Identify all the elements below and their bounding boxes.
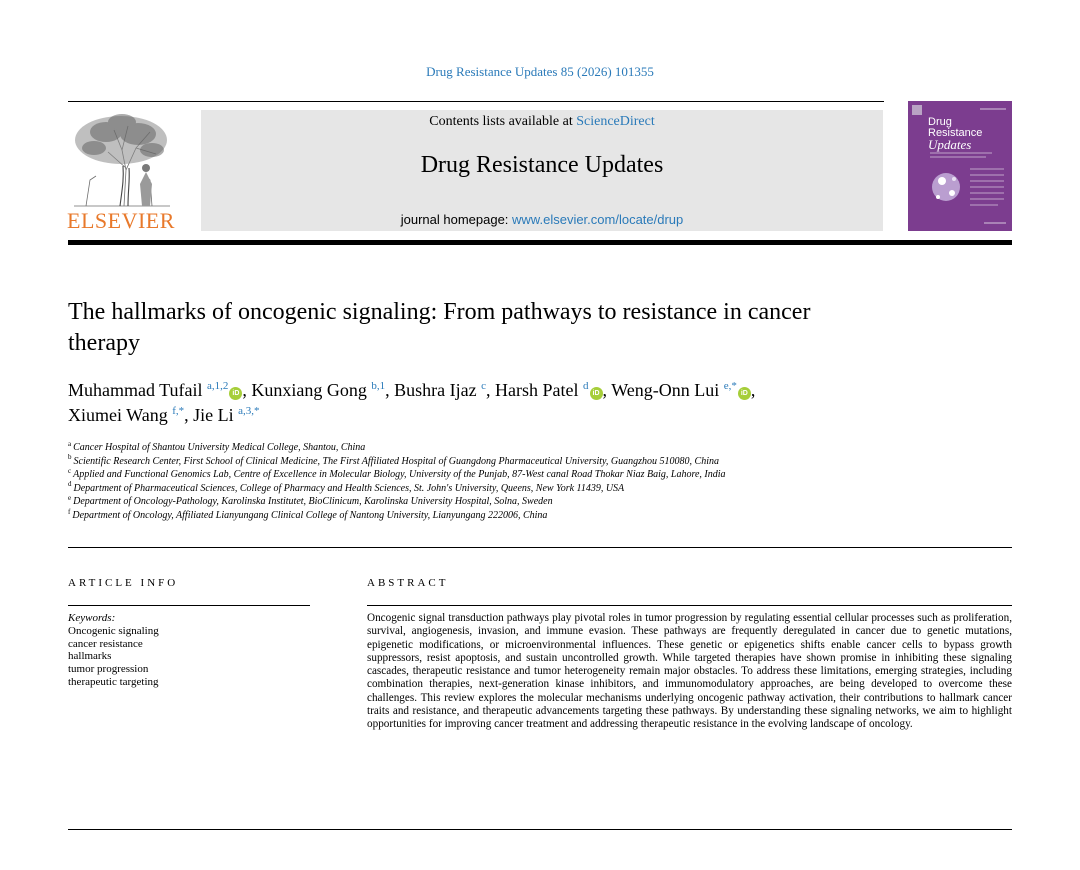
journal-name: Drug Resistance Updates (420, 152, 664, 178)
affiliation-marker: f (68, 507, 71, 516)
keyword-item: hallmarks (68, 650, 112, 663)
author-separator: , (242, 380, 252, 400)
journal-citation-link[interactable]: Drug Resistance Updates 85 (2026) 101355 (426, 64, 654, 79)
author-name[interactable]: Weng-Onn Lui (611, 380, 720, 400)
affiliation-text: Cancer Hospital of Shantou University Medical College, Shantou, China (73, 442, 366, 453)
sciencedirect-link[interactable]: ScienceDirect (576, 114, 655, 129)
affiliation-item (68, 468, 1008, 482)
abstract-heading: ABSTRACT (367, 577, 449, 589)
contents-prefix: Contents lists available at (429, 114, 577, 129)
affiliation-item (68, 455, 1008, 469)
keyword-item: tumor progression (68, 663, 149, 676)
cover-art-icon (908, 101, 1012, 231)
abstract-text: Oncogenic signal transduction pathways play pivotal roles in tumor progression by regulating essential cellular processes such as proliferation, survival, angiogenesis, invasion, and immune evasion. These pathways are frequently deregulated in cancer due to genetic mutations, epigenetic modifications, or microenvironmental influences. These genetic or epigenetics shifts enable cancer cells to bypass growth suppressors, resist apoptosis, and sustain uncontrolled growth. While targeted therapies have shown promise in inhibiting these signaling cascades, therapeutic resistance and tumor heterogeneity remain major obstacles. To address these limitations, emerging strategies, including combination therapies, next-generation kinase inhibitors, and immunomodulatory approaches, are being developed to overcome these challenges. This review explores the molecular mechanisms underlying oncogenic pathway activation, their contributions to hallmark cancer traits and resistance, and therapeutic advancements targeting these pathways. By understanding these signaling networks, we aim to highlight opportunities for improving cancer treatment and addressing therapeutic resistance in the evolving landscape of oncology. (367, 612, 1012, 731)
affiliation-text: Department of Oncology-Pathology, Karolinska Institutet, BioClinicum, Karolinska University Hospital, Solna, Sweden (73, 496, 553, 508)
keyword-item: Oncogenic signaling (68, 624, 159, 637)
elsevier-wordmark: ELSEVIER (67, 208, 175, 233)
affiliation-text: Applied and Functional Genomics Lab, Centre of Excellence in Molecular Biology, University of the Punjab, 87-West canal Road Thokar Niaz Baig, Lahore, India (73, 469, 726, 481)
header-top-rule (68, 101, 884, 102)
author-list (68, 378, 1008, 428)
homepage-line (201, 212, 883, 227)
article-info-heading: ARTICLE INFO (68, 577, 179, 589)
elsevier-logo[interactable] (66, 110, 176, 232)
keyword-item: therapeutic targeting (68, 675, 159, 688)
homepage-prefix: journal homepage: (400, 212, 513, 227)
affiliation-item (68, 482, 1008, 496)
affiliation-text: Department of Pharmaceutical Sciences, College of Pharmacy and Health Sciences, St. John's University, Queens, New York 11439, USA (73, 482, 625, 494)
affiliation-list (68, 441, 1008, 523)
affiliation-item (68, 495, 1008, 509)
affiliation-marker: d (68, 480, 72, 489)
affiliation-marker: e (68, 494, 72, 503)
cover-title-line3: Updates (928, 137, 972, 152)
affiliation-marker: c (68, 466, 72, 475)
keywords-label: Keywords: (68, 612, 116, 624)
author-separator: , (750, 380, 756, 400)
author-name[interactable]: Bushra Ijaz (394, 380, 477, 400)
author-affiliation-marker[interactable]: a,1,2 (207, 380, 229, 392)
orcid-icon[interactable]: iD (738, 387, 751, 400)
abstract-rule (367, 605, 1012, 606)
affiliation-marker: b (68, 453, 72, 462)
author-name[interactable]: Jie Li (193, 405, 234, 425)
header-thick-rule (68, 240, 1012, 245)
author-name[interactable]: Kunxiang Gong (251, 380, 367, 400)
article-info-rule (68, 605, 310, 606)
orcid-icon[interactable]: iD (590, 387, 603, 400)
section-rule (68, 547, 1012, 548)
cover-title-line2: Resistance (928, 127, 983, 139)
author-affiliation-marker[interactable]: e,* (723, 380, 737, 392)
cover-title-line1: Drug (928, 116, 952, 128)
author-affiliation-marker[interactable]: a,3,* (238, 405, 260, 417)
affiliation-marker: a (68, 439, 72, 448)
affiliation-item (68, 509, 1008, 523)
author-name[interactable]: Harsh Patel (495, 380, 579, 400)
journal-cover-thumbnail[interactable] (908, 101, 1012, 231)
author-affiliation-marker[interactable]: c (481, 380, 487, 392)
keyword-item: cancer resistance (68, 637, 143, 650)
author-affiliation-marker[interactable]: f,* (172, 405, 185, 417)
author-affiliation-marker[interactable]: d (583, 380, 589, 392)
journal-masthead (201, 110, 883, 231)
elsevier-tree-icon (66, 110, 176, 208)
contents-line (201, 114, 883, 130)
author-separator: , (602, 380, 612, 400)
author-name[interactable]: Xiumei Wang (68, 405, 168, 425)
article-title: The hallmarks of oncogenic signaling: From pathways to resistance in cancer therapy (68, 299, 811, 356)
author-separator: , (385, 380, 395, 400)
author-affiliation-marker[interactable]: b,1 (371, 380, 386, 392)
affiliation-item (68, 441, 1008, 455)
affiliation-text: Scientific Research Center, First School of Clinical Medicine, The First Affiliated Hospital of Guangdong Pharmaceutical University, Guangzhou 510080, China (73, 455, 719, 467)
bottom-rule (68, 829, 1012, 830)
author-name[interactable]: Muhammad Tufail (68, 380, 203, 400)
affiliation-text: Department of Oncology, Affiliated Lianyungang Clinical College of Nantong University, Lianyungang 222006, China (72, 509, 548, 521)
orcid-icon[interactable]: iD (229, 387, 242, 400)
author-separator: , (184, 405, 194, 425)
author-separator: , (486, 380, 496, 400)
journal-homepage-link[interactable]: www.elsevier.com/locate/drup (512, 212, 684, 227)
keywords-block (68, 612, 308, 689)
